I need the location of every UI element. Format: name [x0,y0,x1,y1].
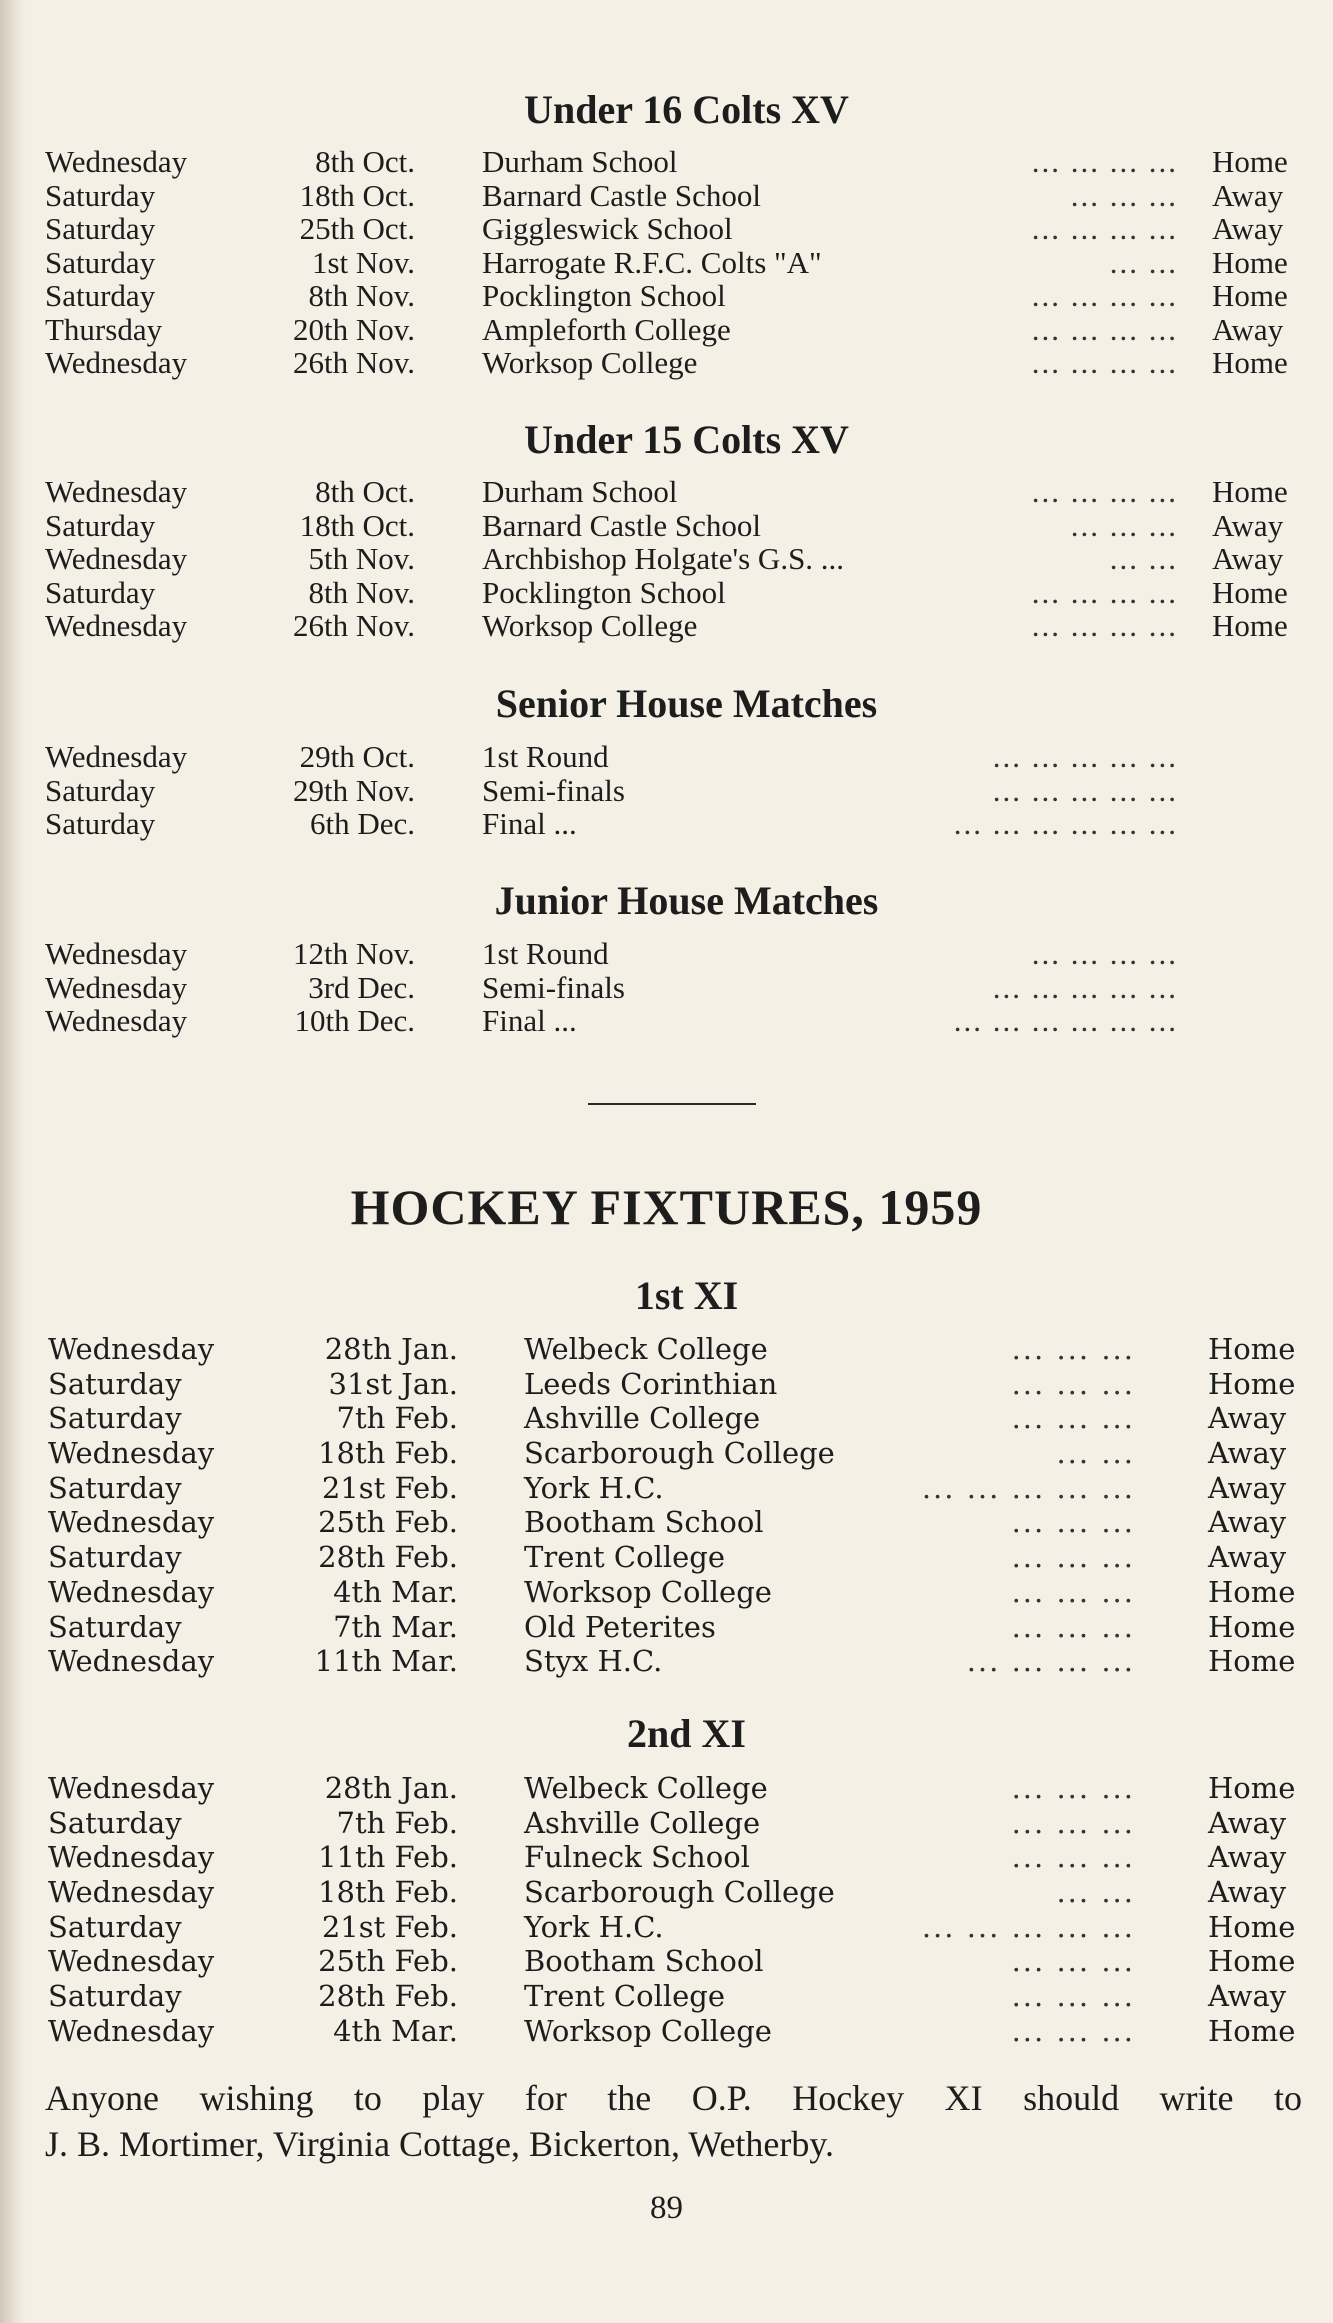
fixture-day: Saturday [45,244,156,280]
fixture-day: Wednesday [48,1875,215,1910]
leader-dots: ... ... ... ... [1031,144,1178,179]
fixture-date: 18th Oct. [299,177,415,213]
fixture-date: 25th Feb. [318,1505,458,1540]
fixture-opponent: 1st Round [482,936,609,971]
fixture-opponent: Durham School [482,474,678,509]
fixture-opponent: Harrogate R.F.C. Colts "A" [482,244,822,280]
leader-dots: ... ... ... ... [1031,211,1178,246]
fixture-row [0,279,1333,313]
fixture-row [0,1575,1333,1610]
fixture-day: Thursday [45,311,163,347]
fixture-venue: Home [1212,278,1288,313]
fixture-day: Saturday [48,1909,182,1944]
fixture-row [0,971,1333,1005]
fixture-day: Wednesday [45,739,188,774]
fixture-row [0,1004,1333,1038]
fixture-opponent: Trent College [524,1540,726,1575]
fixture-opponent: Ampleforth College [482,311,731,347]
hockey-fixtures-title: HOCKEY FIXTURES, 1959 [350,1179,983,1235]
leader-dots: ... ... ... ... [966,1644,1135,1679]
fixture-day: Saturday [48,1470,182,1505]
leader-dots: ... ... ... [1011,1805,1135,1840]
fixture-day: Wednesday [48,1574,215,1609]
leader-dots: ... ... ... ... ... [992,969,1178,1005]
fixture-row [0,1910,1333,1945]
fixture-opponent: Ashville College [524,1805,761,1840]
leader-dots: ... ... ... [1011,1366,1135,1401]
fixture-day: Wednesday [48,1644,215,1679]
fixture-day: Wednesday [48,1332,215,1366]
leader-dots: ... ... ... ... ... [921,1470,1135,1505]
fixture-row [0,509,1333,543]
fixture-date: 28th Feb. [318,1540,458,1575]
fixture-date: 31st Jan. [328,1366,458,1401]
leader-dots: ... ... ... [1011,1540,1135,1575]
fixture-opponent: Barnard Castle School [482,507,761,543]
leader-dots: ... ... ... ... [1031,608,1178,643]
leader-dots: ... ... ... ... ... [992,772,1178,808]
fixture-day: Saturday [45,772,156,808]
fixture-date: 25th Feb. [318,1944,458,1979]
fixture-venue: Away [1208,1401,1287,1436]
fixture-venue: Away [1208,1875,1287,1910]
fixture-date: 21st Feb. [321,1470,458,1505]
fixture-opponent: Scarborough College [524,1436,835,1471]
fixture-row [0,1401,1333,1436]
heading-2nd-xi: 2nd XI [627,1711,746,1756]
fixture-row [0,1771,1333,1806]
fixture-row [0,1944,1333,1979]
fixture-venue: Home [1208,1644,1296,1679]
fixture-day: Wednesday [45,608,188,643]
fixture-venue: Away [1212,211,1284,246]
fixture-venue: Away [1208,1505,1287,1540]
leader-dots: ... ... [1056,1875,1135,1910]
fixture-venue: Home [1208,1771,1296,1805]
fixture-opponent: Welbeck College [524,1771,768,1805]
fixture-day: Wednesday [48,2013,215,2048]
fixture-venue: Home [1212,474,1288,509]
fixture-opponent: 1st Round [482,739,609,774]
fixture-day: Wednesday [45,936,188,971]
table-senior-house-matches [0,740,1333,841]
leader-dots: ... ... ... [1011,1332,1135,1366]
fixture-opponent: Bootham School [524,1505,764,1540]
fixture-venue: Away [1212,541,1284,576]
fixture-row [0,807,1333,841]
fixture-date: 8th Oct. [315,474,415,509]
fixture-row [0,1367,1333,1402]
fixture-day: Wednesday [45,541,188,576]
fixture-date: 28th Jan. [324,1332,458,1366]
fixture-venue: Home [1208,1366,1296,1401]
fixture-day: Saturday [48,1609,182,1644]
fixture-opponent: Worksop College [524,2013,772,2048]
table-under-15-colts [0,475,1333,643]
fixture-date: 26th Nov. [293,608,415,643]
fixture-row [0,740,1333,774]
fixture-day: Wednesday [48,1944,215,1979]
fixture-date: 11th Feb. [318,1840,458,1875]
fixture-day: Wednesday [45,969,188,1005]
fixture-opponent: Final ... [482,1003,577,1038]
fixture-opponent: Styx H.C. [524,1644,663,1679]
fixture-day: Saturday [45,806,156,841]
fixture-opponent: Ashville College [524,1401,761,1436]
leader-dots: ... ... ... [1011,1771,1135,1805]
leader-dots: ... ... ... ... ... [992,739,1178,774]
leader-dots: ... ... ... [1070,507,1178,543]
fixture-venue: Away [1208,1805,1287,1840]
fixture-row [0,1471,1333,1506]
table-1st-xi [0,1332,1333,1679]
fixture-opponent: Worksop College [482,345,698,380]
fixture-venue: Home [1212,574,1288,610]
heading-under-16-colts: Under 16 Colts XV [524,87,849,132]
leader-dots: ... ... ... ... ... [921,1909,1135,1944]
fixture-venue: Home [1208,1909,1296,1944]
fixture-opponent: Pocklington School [482,574,726,610]
fixture-date: 7th Feb. [336,1805,458,1840]
leader-dots: ... ... ... ... [1031,345,1178,380]
fixture-row [0,1806,1333,1841]
fixture-opponent: Semi-finals [482,969,625,1005]
fixture-date: 26th Nov. [293,345,415,380]
fixture-date: 25th Oct. [299,211,415,246]
fixture-day: Wednesday [45,144,188,179]
fixture-day: Saturday [48,1979,182,2014]
fixture-opponent: Scarborough College [524,1875,835,1910]
fixture-opponent: Fulneck School [524,1840,750,1875]
fixture-day: Saturday [45,574,156,610]
fixture-opponent: Worksop College [524,1574,772,1609]
fixture-venue: Home [1208,1332,1296,1366]
fixture-date: 21st Feb. [321,1909,458,1944]
fixture-row [0,1610,1333,1645]
fixture-row [0,346,1333,380]
fixture-date: 4th Mar. [333,2013,458,2048]
table-under-16-colts [0,145,1333,380]
fixture-venue: Away [1208,1840,1287,1875]
fixture-day: Wednesday [45,345,188,380]
fixture-date: 18th Feb. [318,1436,458,1471]
fixture-venue: Home [1208,2013,1296,2048]
fixture-opponent: Old Peterites [524,1609,716,1644]
fixture-row [0,1979,1333,2014]
fixture-venue: Home [1212,608,1288,643]
fixture-date: 7th Feb. [336,1401,458,1436]
fixture-day: Saturday [48,1805,182,1840]
heading-under-15-colts: Under 15 Colts XV [524,417,849,462]
fixture-day: Wednesday [48,1505,215,1540]
fixture-opponent: Trent College [524,1979,726,2014]
leader-dots: ... ... ... ... ... ... [953,806,1178,841]
fixture-date: 18th Feb. [318,1875,458,1910]
fixture-row [0,145,1333,179]
fixture-date: 8th Nov. [308,574,415,610]
leader-dots: ... ... ... ... [1031,474,1178,509]
leader-dots: ... ... ... [1011,1979,1135,2014]
heading-senior-house-matches: Senior House Matches [495,681,878,726]
fixture-venue: Home [1212,144,1288,179]
leader-dots: ... ... ... ... [1031,311,1178,347]
section-divider [588,1103,756,1105]
fixture-row [0,1540,1333,1575]
fixture-date: 5th Nov. [308,541,415,576]
fixture-venue: Away [1208,1979,1287,2014]
fixture-date: 29th Oct. [299,739,415,774]
fixture-row [0,609,1333,643]
fixture-date: 28th Feb. [318,1979,458,2014]
leader-dots: ... ... ... [1011,1401,1135,1436]
fixture-row [0,576,1333,610]
fixture-row [0,1436,1333,1471]
fixture-venue: Home [1212,345,1288,380]
fixture-venue: Home [1208,1944,1296,1979]
leader-dots: ... ... ... ... [1031,936,1178,971]
fixture-date: 12th Nov. [293,936,415,971]
fixture-venue: Home [1212,244,1288,280]
fixture-venue: Away [1208,1470,1287,1505]
fixture-row [0,937,1333,971]
fixture-row [0,1644,1333,1679]
fixture-row [0,1505,1333,1540]
leader-dots: ... ... [1109,244,1178,280]
leader-dots: ... ... ... ... [1031,278,1178,313]
fixture-day: Saturday [45,177,156,213]
fixture-day: Wednesday [48,1436,215,1471]
leader-dots: ... ... ... [1011,1944,1135,1979]
fixture-row [0,179,1333,213]
leader-dots: ... ... ... [1011,1609,1135,1644]
fixture-venue: Home [1208,1574,1296,1609]
fixture-day: Saturday [45,507,156,543]
fixture-opponent: Welbeck College [524,1332,768,1366]
fixture-date: 6th Dec. [309,806,415,841]
fixture-venue: Away [1212,507,1284,543]
fixture-day: Wednesday [48,1771,215,1805]
fixture-date: 29th Nov. [293,772,415,808]
fixture-opponent: Barnard Castle School [482,177,761,213]
fixture-venue: Away [1212,177,1284,213]
fixture-day: Saturday [48,1366,182,1401]
fixture-opponent: Worksop College [482,608,698,643]
fixture-opponent: Giggleswick School [482,211,733,246]
fixture-opponent: York H.C. [524,1470,664,1505]
fixture-venue: Home [1208,1609,1296,1644]
fixture-row [0,313,1333,347]
fixture-opponent: Semi-finals [482,772,625,808]
fixture-row [0,774,1333,808]
leader-dots: ... ... ... ... ... ... [953,1003,1178,1038]
fixture-row [0,1840,1333,1875]
fixture-date: 18th Oct. [299,507,415,543]
fixture-opponent: Archbishop Holgate's G.S. ... [482,541,845,576]
fixture-date: 1st Nov. [311,244,415,280]
fixture-date: 20th Nov. [293,311,415,347]
table-2nd-xi [0,1771,1333,2049]
fixture-row [0,475,1333,509]
fixture-day: Saturday [45,211,156,246]
fixture-row [0,542,1333,576]
fixture-date: 11th Mar. [314,1644,458,1679]
fixture-row [0,2014,1333,2049]
leader-dots: ... ... ... [1011,1574,1135,1609]
fixture-opponent: Pocklington School [482,278,726,313]
fixture-day: Wednesday [45,1003,188,1038]
leader-dots: ... ... ... [1011,1840,1135,1875]
fixture-date: 8th Nov. [308,278,415,313]
fixture-date: 4th Mar. [333,1574,458,1609]
heading-junior-house-matches: Junior House Matches [494,878,879,923]
leader-dots: ... ... ... ... [1031,574,1178,610]
leader-dots: ... ... ... [1011,2013,1135,2048]
fixture-date: 10th Dec. [294,1003,415,1038]
fixture-day: Saturday [48,1540,182,1575]
fixture-date: 7th Mar. [333,1609,458,1644]
hockey-contact-note-line-1: Anyone wishing to play for the O.P. Hockey XI should write to [45,2078,1302,2118]
leader-dots: ... ... ... [1070,177,1178,213]
hockey-contact-note-line-2: J. B. Mortimer, Virginia Cottage, Bickerton, Wetherby. [45,2124,835,2164]
fixture-date: 8th Oct. [315,144,415,179]
leader-dots: ... ... ... [1011,1505,1135,1540]
fixture-venue: Away [1212,311,1284,347]
fixture-opponent: Leeds Corinthian [524,1366,778,1401]
leader-dots: ... ... [1109,541,1178,576]
table-junior-house-matches [0,937,1333,1038]
fixture-row [0,212,1333,246]
fixture-day: Saturday [45,278,156,313]
fixture-opponent: Bootham School [524,1944,764,1979]
fixture-day: Saturday [48,1401,182,1436]
fixture-date: 28th Jan. [324,1771,458,1805]
fixture-venue: Away [1208,1436,1287,1471]
page-number: 89 [650,2190,683,2226]
fixture-day: Wednesday [48,1840,215,1875]
leader-dots: ... ... [1056,1436,1135,1471]
heading-1st-xi: 1st XI [634,1273,739,1318]
fixture-row [0,1332,1333,1367]
fixture-date: 3rd Dec. [308,969,415,1005]
fixture-venue: Away [1208,1540,1287,1575]
fixture-opponent: York H.C. [524,1909,664,1944]
fixture-opponent: Durham School [482,144,678,179]
fixture-day: Wednesday [45,474,188,509]
fixture-opponent: Final ... [482,806,577,841]
fixture-row [0,1875,1333,1910]
fixture-row [0,246,1333,280]
